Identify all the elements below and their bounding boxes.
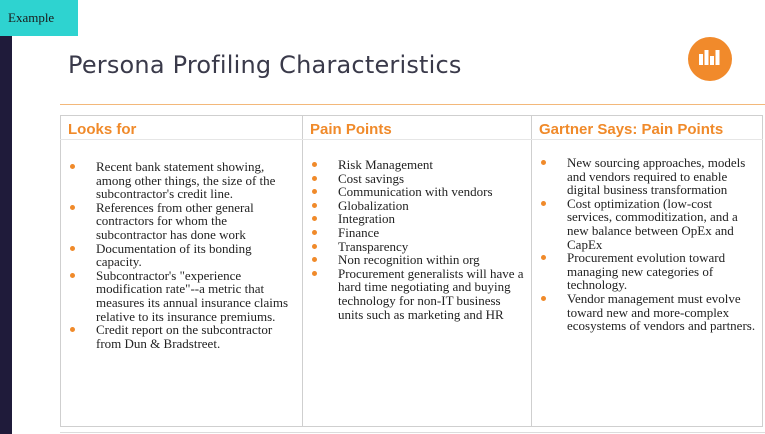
bullet-dot-icon (70, 327, 75, 332)
bullet-dot-icon (312, 257, 317, 262)
page-title: Persona Profiling Characteristics (68, 51, 462, 79)
bullet-dot-icon (70, 273, 75, 278)
bullet-list (539, 156, 757, 333)
bullet-dot-icon (312, 189, 317, 194)
bullet-dot-icon (541, 160, 546, 165)
list-item: Cost optimization (low-cost services, commoditization, and a new balance between OpEx and CapEx (539, 197, 757, 251)
list-item: Credit report on the subcontractor from Dun & Bradstreet. (68, 323, 296, 350)
list-item: Transparency (310, 240, 525, 254)
brand-logo-icon (688, 37, 732, 81)
list-item: Procurement evolution toward managing new categories of technology. (539, 251, 757, 292)
bullet-dot-icon (541, 255, 546, 260)
list-item: Recent bank statement showing, among other things, the size of the subcontractor's credit line. (68, 160, 296, 201)
column-heading: Pain Points (302, 115, 531, 140)
title-divider (60, 104, 765, 105)
list-item: Communication with vendors (310, 185, 525, 199)
list-item: References from other general contractors for whom the subcontractor has done work (68, 201, 296, 242)
list-item: Procurement generalists will have a hard time negotiating and buying technology for non-IT business units such as marketing and HR (310, 267, 525, 321)
bullet-dot-icon (70, 205, 75, 210)
bullet-dot-icon (312, 271, 317, 276)
bullet-dot-icon (312, 230, 317, 235)
left-accent-bar (0, 0, 12, 434)
list-item: Globalization (310, 199, 525, 213)
list-item: New sourcing approaches, models and vendors required to enable digital business transformation (539, 156, 757, 197)
list-item: Subcontractor's "experience modification rate"--a metric that measures its annual insurance claims relative to its insurance premiums. (68, 269, 296, 323)
column-heading: Gartner Says: Pain Points (531, 115, 763, 140)
bullet-dot-icon (70, 164, 75, 169)
bullet-dot-icon (312, 203, 317, 208)
slide-bottom-border (60, 432, 765, 433)
bullet-dot-icon (70, 246, 75, 251)
list-item: Non recognition within org (310, 253, 525, 267)
list-item: Documentation of its bonding capacity. (68, 242, 296, 269)
bullet-list (310, 158, 525, 321)
list-item: Vendor management must evolve toward new and more-complex ecosystems of vendors and partners. (539, 292, 757, 333)
bullet-list (68, 160, 296, 350)
bullet-dot-icon (541, 201, 546, 206)
list-item: Integration (310, 212, 525, 226)
bullet-dot-icon (312, 244, 317, 249)
bullet-dot-icon (312, 176, 317, 181)
column-pain-points (302, 115, 531, 427)
list-item: Finance (310, 226, 525, 240)
column-heading: Looks for (60, 115, 302, 140)
bullet-dot-icon (312, 216, 317, 221)
list-item: Risk Management (310, 158, 525, 172)
bullet-dot-icon (312, 162, 317, 167)
bullet-dot-icon (541, 296, 546, 301)
column-looks-for (60, 115, 302, 427)
list-item: Cost savings (310, 172, 525, 186)
column-gartner-pain-points (531, 115, 763, 427)
example-tag: Example (0, 0, 78, 36)
